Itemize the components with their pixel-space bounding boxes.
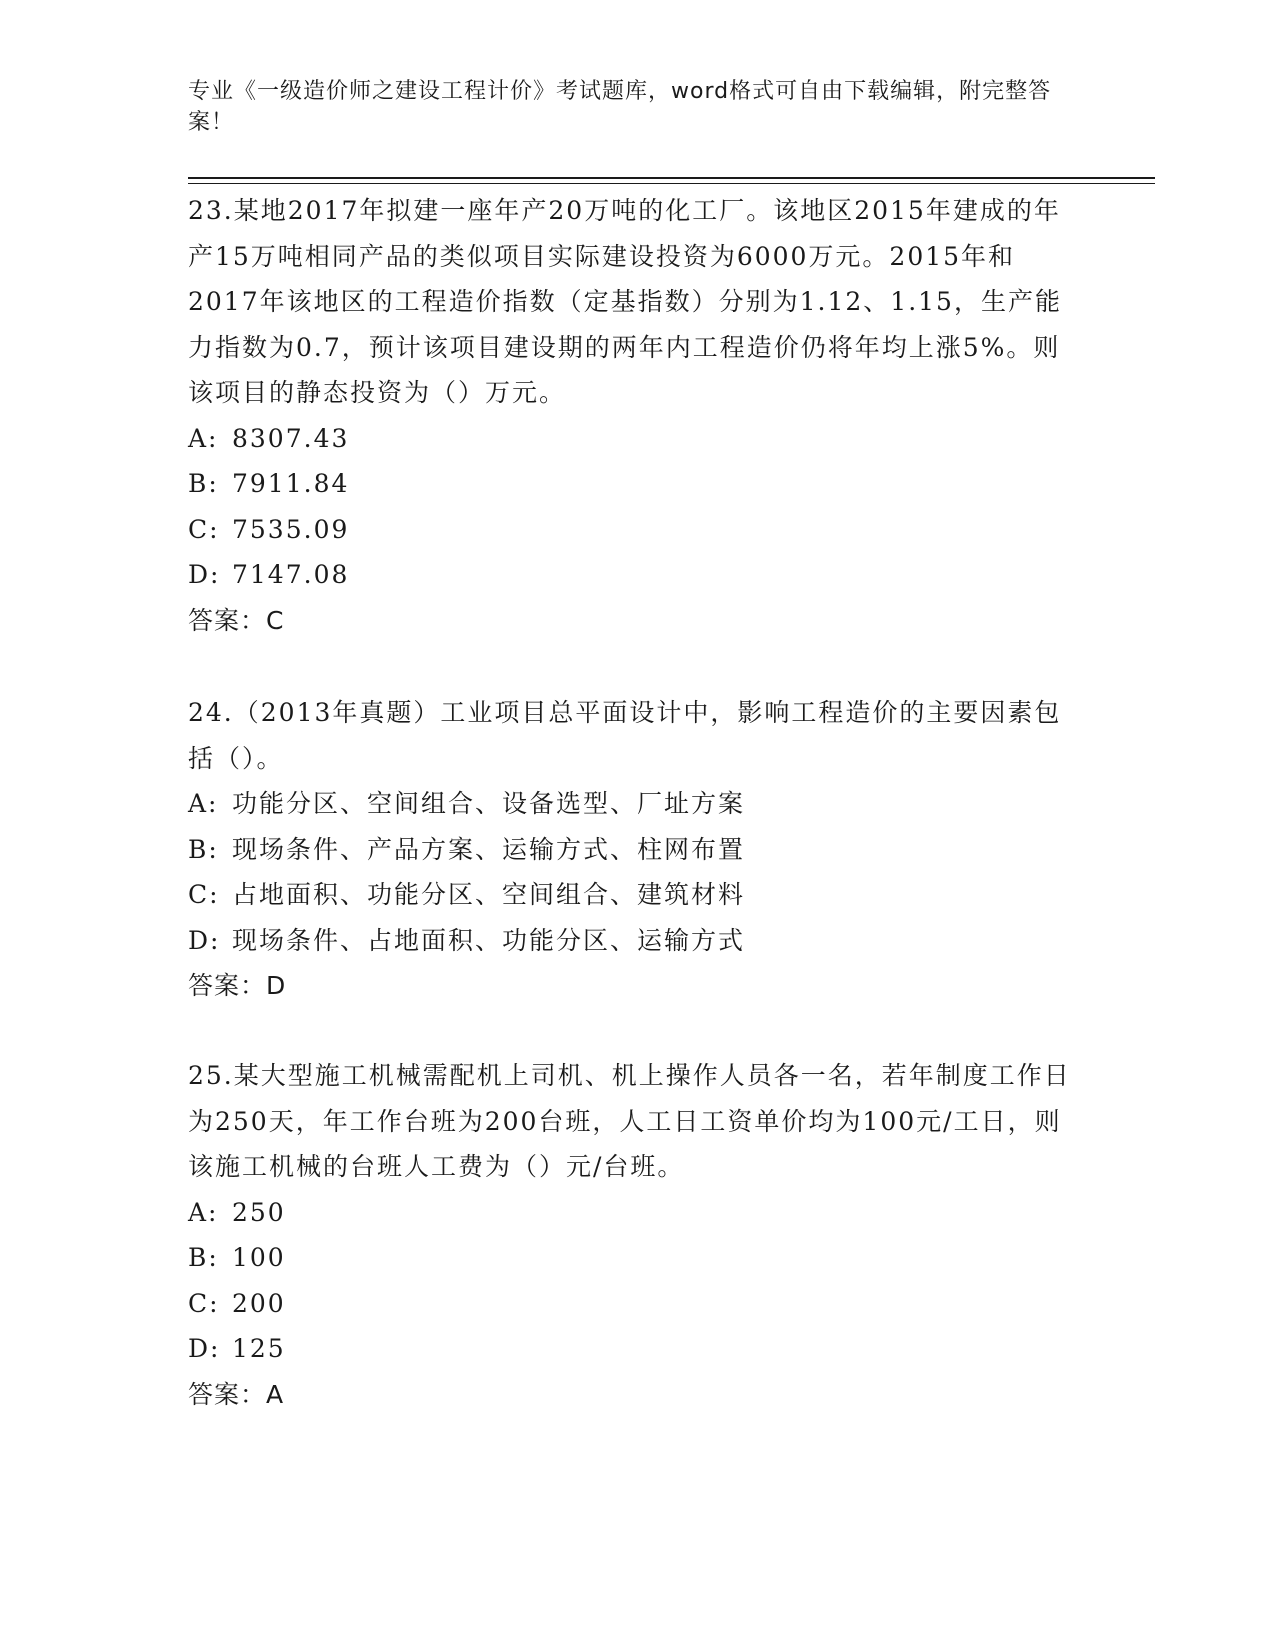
option-value: 7147.08 — [232, 560, 350, 589]
option-value: 现场条件、占地面积、功能分区、运输方式 — [232, 925, 746, 955]
option-a — [188, 416, 1078, 462]
question-25 — [188, 1053, 1078, 1417]
option-key: B: — [188, 834, 219, 864]
header-divider-thick — [188, 177, 1155, 179]
option-b — [188, 461, 1078, 507]
option-value: 7535.09 — [232, 514, 350, 544]
option-value: 125 — [232, 1334, 286, 1363]
option-key: B: — [188, 469, 219, 498]
option-d — [188, 1326, 1078, 1372]
option-key: C: — [188, 880, 220, 909]
option-value: 100 — [232, 1243, 286, 1272]
option-value: 功能分区、空间组合、设备选型、厂址方案 — [232, 789, 746, 818]
question-24 — [188, 690, 1078, 1009]
option-a — [188, 781, 1078, 827]
option-value: 8307.43 — [232, 423, 350, 453]
option-key: B: — [188, 1243, 219, 1272]
option-key: D: — [188, 560, 221, 589]
answer-line: 答案：D — [188, 971, 287, 1000]
option-value: 250 — [232, 1197, 286, 1227]
option-value: 7911.84 — [232, 469, 350, 498]
option-value: 占地面积、功能分区、空间组合、建筑材料 — [232, 880, 746, 909]
question-text: 25.某大型施工机械需配机上司机、机上操作人员各一名，若年制度工作日为250天，年工作台班为200台班，人工日工资单价均为100元/工日，则该施工机械的台班人工费为（）元/台班。 — [188, 1061, 1071, 1181]
document-header: 专业《一级造价师之建设工程计价》考试题库，word格式可自由下载编辑，附完整答案！ — [188, 79, 1052, 135]
question-text: 23.某地2017年拟建一座年产20万吨的化工厂。该地区2015年建成的年产15万吨相同产品的类似项目实际建设投资为6000万元。2015年和2017年该地区的工程造价指数（定基指数）分别为1.12、1.15，生产能力指数为0.7，预计该项目建设期的两年内工程造价仍将年均上涨5%。则该项目的静态投资为（）万元。 — [188, 196, 1062, 407]
option-key: A: — [188, 1197, 219, 1227]
option-key: C: — [188, 514, 220, 544]
question-23 — [188, 188, 1078, 643]
option-key: D: — [188, 925, 221, 955]
option-key: D: — [188, 1334, 221, 1363]
question-text: 24.（2013年真题）工业项目总平面设计中，影响工程造价的主要因素包括（）。 — [188, 698, 1062, 773]
option-key: C: — [188, 1288, 220, 1318]
header-divider-thin — [188, 183, 1155, 184]
option-c — [188, 872, 1078, 918]
answer-line: 答案：A — [188, 1379, 285, 1409]
answer-line: 答案：C — [188, 605, 285, 635]
option-d — [188, 552, 1078, 598]
option-c — [188, 1281, 1078, 1327]
option-value: 现场条件、产品方案、运输方式、柱网布置 — [232, 834, 746, 864]
option-a — [188, 1190, 1078, 1236]
option-d — [188, 918, 1078, 964]
option-b — [188, 1235, 1078, 1281]
option-b — [188, 827, 1078, 873]
option-key: A: — [188, 423, 219, 453]
option-value: 200 — [232, 1288, 286, 1318]
option-key: A: — [188, 789, 219, 818]
option-c — [188, 507, 1078, 553]
